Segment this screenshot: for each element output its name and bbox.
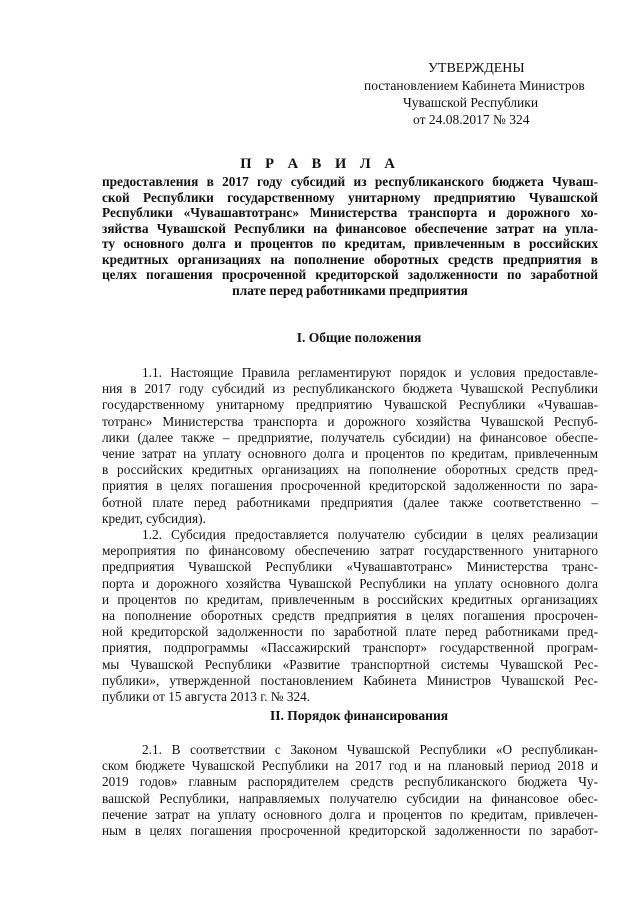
subtitle-line: кредитных организациях на пополнение оборотных средств предприятия в (102, 251, 598, 267)
subtitle-line: Республики «Чувашавтотранс» Министерства транспорта и дорожного хо- (102, 205, 598, 220)
subtitle-line: ской Республики государственному унитарному предприятию Чувашской (102, 189, 598, 205)
paragraph-1-1-line: приятия в целях погашения просроченной кредиторской задолженности по зара- (102, 478, 598, 494)
paragraph-1-1-line: в российских кредитных организациях на пополнение оборотных средств пред- (102, 462, 598, 478)
paragraph-1-1-line: кредит, субсидия). (102, 510, 206, 526)
subtitle-line: предоставления в 2017 году субсидий из республиканского бюджета Чуваш- (102, 174, 598, 189)
section-heading-1: I. Общие положения (296, 330, 422, 345)
paragraph-1-1-line: ботной плате перед работниками предприятия (далее также соответственно – (102, 494, 598, 510)
paragraph-2-1-line: печение затрат на уплату основного долга и процентов по кредитам, привлечен- (102, 806, 598, 822)
document-title: П Р А В И Л А (240, 156, 400, 172)
paragraph-1-2-line: публики», утвержденной постановлением Кабинета Министров Чувашской Рес- (102, 672, 598, 688)
subtitle-line: ту основного долга и процентов по кредитам, привлеченным в российских (102, 236, 598, 251)
paragraph-2-1-line: вашской Республики, направляемых получателю субсидии на финансовое обес- (102, 790, 598, 806)
paragraph-1-2-line: публики от 15 августа 2013 г. № 324. (102, 689, 311, 705)
document-subtitle (102, 174, 598, 298)
paragraph-2-1-line: ным в целях погашения просроченной кредиторской задолженности по заработ- (102, 823, 598, 839)
paragraph-1-2-line: мероприятия по финансовому обеспечению затрат государственного унитарного (102, 543, 598, 559)
paragraph-1-2-line: ной кредиторской задолженности по заработной плате перед работниками пред- (102, 624, 598, 640)
paragraph-1-1-line: тотранс» Министерства транспорта и дорожного хозяйства Чувашской Респуб- (102, 413, 598, 429)
subtitle-line: плате перед работниками предприятия (232, 282, 468, 298)
paragraph-1-1-line: ния в 2017 году субсидий из республиканского бюджета Чувашской Республики (102, 381, 598, 397)
paragraph-1-1-line: чение затрат на уплату основного долга и процентов по кредитам, привлеченным (102, 446, 598, 462)
approval-line-2: Чувашской Республики (403, 95, 539, 110)
paragraph-1-2-line: мы Чувашской Республики «Развитие транспортной системы Чувашской Рес- (102, 656, 598, 672)
paragraph-1-2-line: 1.2. Субсидия предоставляется получателю субсидии в целях реализации (142, 527, 598, 542)
approval-line-1: постановлением Кабинета Министров (364, 78, 585, 93)
paragraph-1-2-line: предприятия Чувашской Республики «Чувашавтотранс» Министерства транс- (102, 559, 598, 575)
paragraph-1-1-line: 1.1. Настоящие Правила регламентируют порядок и условия предоставле- (142, 365, 598, 380)
paragraph-2-1-line: ском бюджете Чувашской Республики на 2017 год и на плановый период 2018 и (102, 758, 598, 774)
paragraph-1-1-line: государственному унитарному предприятию Чувашской Республики «Чувашав- (102, 397, 598, 413)
paragraph-2-1-line: 2.1. В соответствии с Законом Чувашской Республики «О республикан- (142, 742, 598, 757)
paragraph-1-2-line: и процентов по кредитам, привлеченным в российских кредитных организациях (102, 591, 598, 607)
paragraph-1-1-line: лики (далее также – предприятие, получатель субсидии) на финансовое обеспе- (102, 429, 598, 445)
approval-title: УТВЕРЖДЕНЫ (428, 61, 525, 76)
approval-stamp (356, 60, 616, 128)
paragraph-1-2-line: на пополнение оборотных средств предприятия в целях погашения просрочен- (102, 608, 598, 624)
paragraph-2-1 (102, 742, 598, 839)
subtitle-line: целях погашения просроченной кредиторской задолженности по заработной (102, 267, 598, 282)
paragraph-1-1 (102, 365, 598, 527)
approval-date: от 24.08.2017 № 324 (413, 112, 530, 127)
paragraph-1-2-line: приятия, подпрограммы «Пассажирский транспорт» государственной програм- (102, 640, 598, 656)
subtitle-line: зяйства Чувашской Республики на финансовое обеспечение затрат на упла- (102, 220, 598, 236)
section-heading-2: II. Порядок финансирования (269, 708, 449, 723)
paragraph-2-1-line: 2019 годов» главным распорядителем средств республиканского бюджета Чу- (102, 774, 598, 790)
paragraph-1-2 (102, 527, 598, 705)
paragraph-1-2-line: порта и дорожного хозяйства Чувашской Республики на уплату основного долга (102, 575, 598, 591)
